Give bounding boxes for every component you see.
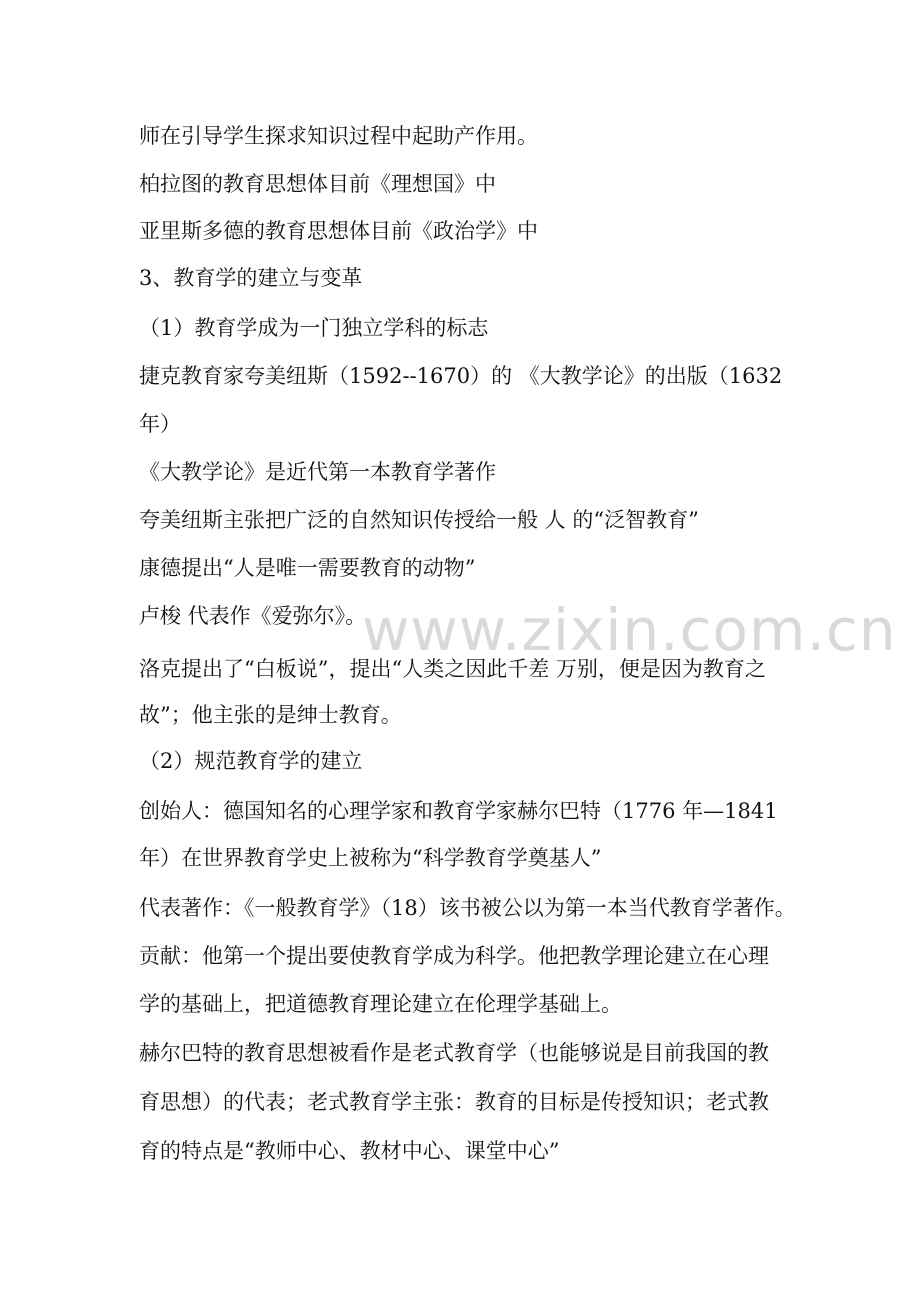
text-line: 育的特点是“教师中心、教材中心、课堂中心”	[139, 1139, 560, 1163]
text-line: 故”；他主张的是绅士教育。	[139, 703, 402, 727]
text-line: 捷克教育家夸美纽斯（1592--1670）的 《大教学论》的出版（1632	[139, 364, 783, 388]
text-line: 康德提出“人是唯一需要教育的动物”	[139, 556, 476, 580]
text-line: 创始人：德国知名的心理学家和教育学家赫尔巴特（1776 年—1841	[139, 799, 778, 823]
text-line: 年）在世界教育学史上被称为“科学教育学奠基人”	[139, 846, 602, 870]
text-line: 年）	[139, 412, 181, 436]
text-line: 洛克提出了“白板说”，提出“人类之因此千差 万别，便是因为教育之	[139, 657, 766, 681]
text-line: 赫尔巴特的教育思想被看作是老式教育学（也能够说是目前我国的教	[139, 1041, 769, 1065]
section-heading: 3、教育学的建立与变革	[139, 266, 363, 290]
text-line: 学的基础上，把道德教育理论建立在伦理学基础上。	[139, 992, 622, 1016]
text-line: 卢梭 代表作《爱弥尔》。	[139, 604, 367, 628]
text-line: 育思想）的代表；老式教育学主张：教育的目标是传授知识；老式教	[139, 1090, 769, 1114]
text-line: 贡献：他第一个提出要使教育学成为科学。他把教学理论建立在心理	[139, 944, 769, 968]
text-line: 代表著作：《一般教育学》（18）该书被公以为第一本当代教育学著作。	[139, 896, 796, 920]
subsection-heading: （1）教育学成为一门独立学科的标志	[139, 316, 489, 340]
text-line: 师在引导学生探求知识过程中起助产作用。	[139, 124, 538, 148]
text-line: 《大教学论》是近代第一本教育学著作	[139, 460, 496, 484]
text-line: 夸美纽斯主张把广泛的自然知识传授给一般 人 的“泛智教育”	[139, 508, 699, 532]
text-line: 柏拉图的教育思想体目前《理想国》中	[139, 172, 496, 196]
watermark: www.zixin.com.cn	[362, 596, 897, 664]
text-line: 亚里斯多德的教育思想体目前《政治学》中	[139, 219, 538, 243]
subsection-heading: （2）规范教育学的建立	[139, 749, 363, 773]
